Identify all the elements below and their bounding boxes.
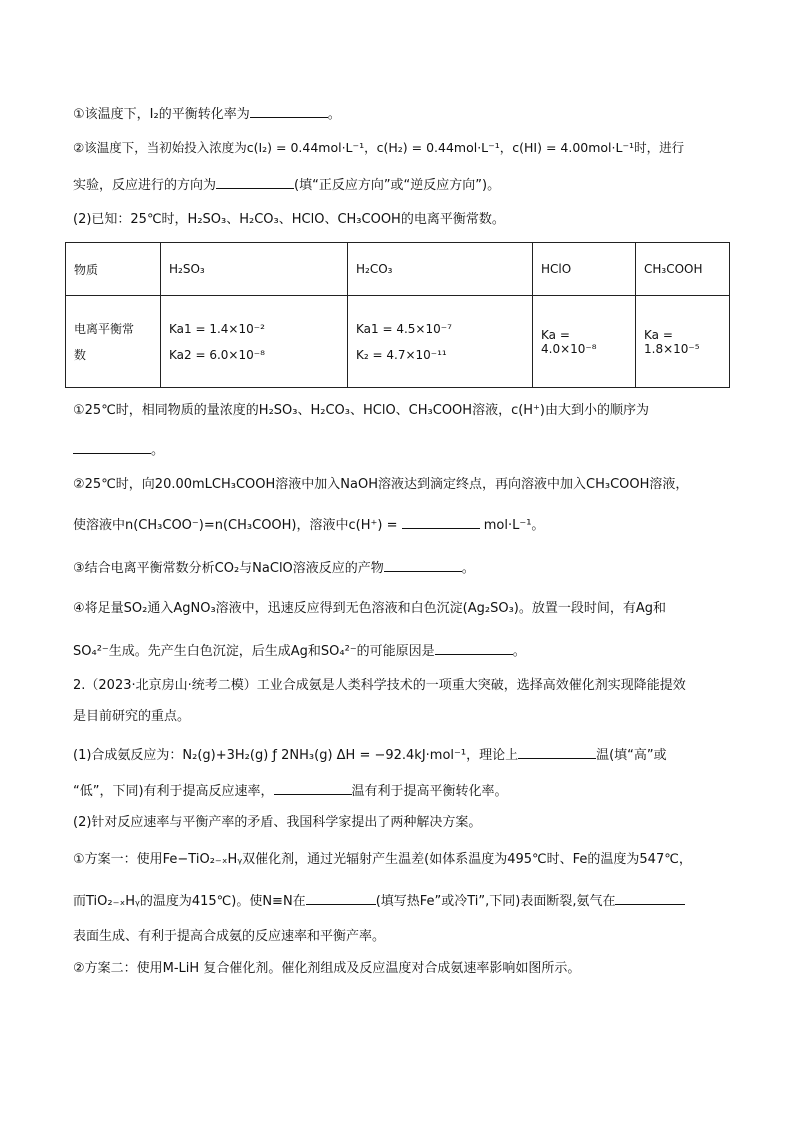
table-row — [66, 296, 730, 388]
table-header-cell: 物质 — [66, 243, 161, 296]
q2-sub2-line2: 使溶液中n(CH₃COO⁻)=n(CH₃COOH)，溶液中c(H⁺) = mol·L⁻¹。 — [73, 514, 733, 536]
q1-item1: ①该温度下，I₂的平衡转化率为 。 — [73, 103, 733, 125]
table-header-cell: H₂SO₃ — [161, 243, 348, 296]
answer-blank[interactable] — [384, 557, 462, 572]
answer-blank[interactable] — [402, 514, 480, 529]
hclo-constant: Ka = 4.0×10⁻⁸ — [533, 296, 636, 388]
ionization-constants-table — [65, 242, 730, 388]
q1-item1-text: ①该温度下，I₂的平衡转化率为 — [73, 107, 250, 122]
table-header-cell: CH₃COOH — [636, 243, 730, 296]
answer-blank[interactable] — [216, 174, 294, 189]
q3-part1-line2: “低”，下同)有利于提高反应速率， 温有利于提高平衡转化率。 — [73, 780, 733, 802]
q3-intro-line1: 2.（2023·北京房山·统考二模）工业合成氨是人类科学技术的一项重大突破，选择高效催化剂实现降能提效 — [73, 678, 686, 693]
q2-sub1-line1: ①25℃时，相同物质的量浓度的H₂SO₃、H₂CO₃、HClO、CH₃COOH溶液，c(H⁺)由大到小的顺序为 — [73, 403, 649, 418]
answer-blank[interactable] — [518, 744, 596, 759]
h2so3-constants: Ka1 = 1.4×10⁻² Ka2 = 6.0×10⁻⁸ — [161, 296, 348, 388]
part2-heading: (2)已知：25℃时，H₂SO₃、H₂CO₃、HClO、CH₃COOH的电离平衡常数。 — [73, 212, 505, 227]
answer-blank[interactable] — [306, 890, 376, 905]
q3-scheme1-line2: 而TiO₂₋ₓHᵧ的温度为415℃)。使N≡N在 (填写热Fe”或冷Ti”,下同)表面断裂,氨气在 — [73, 890, 733, 912]
q1-item2-line2: 实验，反应进行的方向为 (填“正反应方向”或“逆反应方向”)。 — [73, 174, 733, 196]
q2-sub4-line1: ④将足量SO₂通入AgNO₃溶液中，迅速反应得到无色溶液和白色沉淀(Ag₂SO₃)。放置一段时间，有Ag和 — [73, 601, 667, 616]
q1-item2-line1: ②该温度下，当初始投入浓度为c(I₂) = 0.44mol·L⁻¹，c(H₂) = 0.44mol·L⁻¹，c(HI) = 4.00mol·L⁻¹时，进行 — [73, 140, 685, 155]
ch3cooh-constant: Ka = 1.8×10⁻⁵ — [636, 296, 730, 388]
answer-blank[interactable] — [615, 890, 685, 905]
q2-sub4-line2: SO₄²⁻生成。先产生白色沉淀，后生成Ag和SO₄²⁻的可能原因是 。 — [73, 640, 733, 662]
row-label: 电离平衡常 数 — [66, 296, 161, 388]
q2-sub1-line2: 。 — [73, 439, 733, 461]
q3-scheme2: ②方案二：使用M-LiH 复合催化剂。催化剂组成及反应温度对合成氨速率影响如图所示。 — [73, 961, 581, 976]
answer-blank[interactable] — [250, 103, 328, 118]
q2-sub2-line1: ②25℃时，向20.00mLCH₃COOH溶液中加入NaOH溶液达到滴定终点，再向溶液中加入CH₃COOH溶液， — [73, 477, 689, 492]
q3-scheme1-line3: 表面生成、有利于提高合成氨的反应速率和平衡产率。 — [73, 929, 386, 944]
q3-intro-line2: 是目前研究的重点。 — [73, 709, 191, 724]
answer-blank[interactable] — [73, 439, 151, 454]
answer-blank[interactable] — [274, 780, 352, 795]
table-header-row — [66, 243, 730, 296]
answer-blank[interactable] — [435, 640, 513, 655]
q3-part1-line1: (1)合成氨反应为：N₂(g)+3H₂(g) ƒ 2NH₃(g) ΔH = −92.4kJ·mol⁻¹，理论上 温(填“高”或 — [73, 744, 733, 766]
table-header-cell: H₂CO₃ — [348, 243, 533, 296]
q2-sub3: ③结合电离平衡常数分析CO₂与NaClO溶液反应的产物 。 — [73, 557, 733, 579]
q3-scheme1-line1: ①方案一：使用Fe−TiO₂₋ₓHᵧ双催化剂，通过光辐射产生温差(如体系温度为495℃时、Fe的温度为547℃， — [73, 852, 692, 867]
table-header-cell: HClO — [533, 243, 636, 296]
q3-part2-heading: (2)针对反应速率与平衡产率的矛盾、我国科学家提出了两种解决方案。 — [73, 815, 482, 830]
h2co3-constants: Ka1 = 4.5×10⁻⁷ K₂ = 4.7×10⁻¹¹ — [348, 296, 533, 388]
